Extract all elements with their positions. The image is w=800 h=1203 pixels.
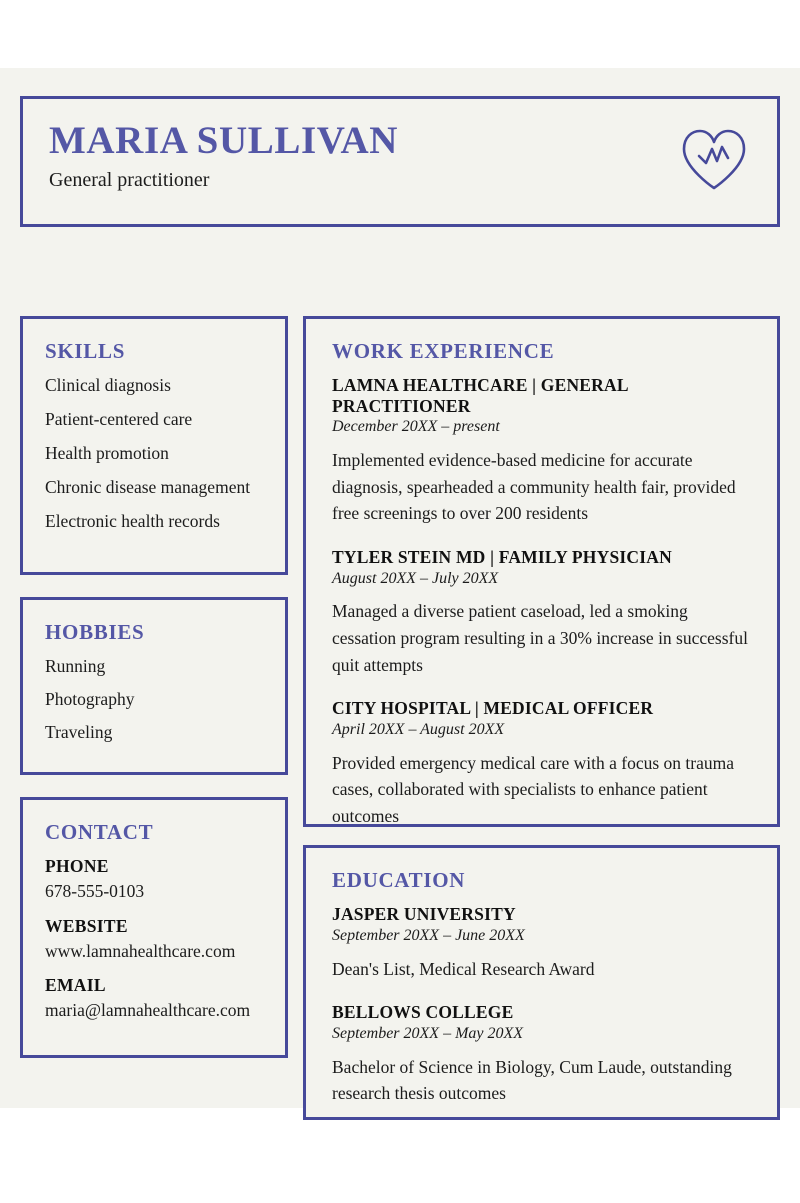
work-experience-section-title: WORK EXPERIENCE (332, 339, 555, 363)
entry-dates: September 20XX – June 20XX (332, 926, 525, 944)
skills-panel (20, 316, 288, 575)
entry-dates: December 20XX – present (332, 418, 500, 436)
education-entry (332, 904, 753, 982)
heart-pulse-icon (679, 127, 749, 193)
entry-heading: JASPER UNIVERSITY (332, 904, 516, 925)
education-panel (303, 845, 780, 1120)
entry-dates: September 20XX – May 20XX (332, 1024, 524, 1042)
list-item: Clinical diagnosis (45, 375, 171, 396)
education-entry (332, 1002, 753, 1107)
list-item: Chronic disease management (45, 477, 251, 498)
work-entry (332, 698, 753, 829)
list-item: Photography (45, 689, 135, 710)
entry-description: Provided emergency medical care with a focus on trauma cases, collaborated with specialists to enhance patient outcomes (332, 752, 735, 826)
entry-dates: April 20XX – August 20XX (332, 720, 505, 738)
job-title: General practitioner (49, 168, 210, 191)
entry-description: Managed a diverse patient caseload, led a smoking cessation program resulting in a 30% increase in successful quit attempts (332, 601, 748, 675)
list-item: Electronic health records (45, 511, 220, 532)
hobbies-panel (20, 597, 288, 775)
education-section-title: EDUCATION (332, 868, 466, 892)
contact-value-website[interactable]: www.lamnahealthcare.com (45, 940, 236, 961)
entry-description: Bachelor of Science in Biology, Cum Laude, outstanding research thesis outcomes (332, 1056, 732, 1104)
contact-group-website (45, 916, 267, 963)
list-item: Patient-centered care (45, 409, 193, 430)
contact-label: EMAIL (45, 975, 106, 996)
work-entry (332, 375, 753, 527)
hobbies-list (45, 656, 267, 743)
header-panel (20, 96, 780, 227)
entry-heading: CITY HOSPITAL | MEDICAL OFFICER (332, 698, 654, 719)
page-title: MARIA SULLIVAN (49, 119, 399, 162)
contact-label: WEBSITE (45, 915, 128, 936)
entry-heading: LAMNA HEALTHCARE | GENERAL PRACTITIONER (332, 375, 628, 416)
entry-description: Dean's List, Medical Research Award (332, 958, 595, 979)
hobbies-section-title: HOBBIES (45, 620, 145, 644)
work-entry (332, 547, 753, 678)
entry-heading: TYLER STEIN MD | FAMILY PHYSICIAN (332, 546, 672, 567)
list-item: Traveling (45, 722, 113, 743)
entry-heading: BELLOWS COLLEGE (332, 1002, 514, 1023)
entry-dates: August 20XX – July 20XX (332, 569, 499, 587)
work-experience-panel (303, 316, 780, 827)
entry-description: Implemented evidence-based medicine for accurate diagnosis, spearheaded a community health fair, provided free screenings to over 200 residents (332, 450, 736, 524)
contact-value-phone[interactable]: 678-555-0103 (45, 880, 145, 901)
resume-page (0, 68, 800, 1108)
contact-label: PHONE (45, 856, 109, 877)
contact-panel (20, 797, 288, 1058)
skills-section-title: SKILLS (45, 339, 126, 363)
contact-value-email[interactable]: maria@lamnahealthcare.com (45, 1000, 251, 1021)
contact-group-phone (45, 856, 267, 903)
skills-list (45, 375, 267, 532)
contact-section-title: CONTACT (45, 820, 154, 844)
list-item: Health promotion (45, 443, 169, 464)
list-item: Running (45, 656, 106, 677)
contact-group-email (45, 975, 267, 1022)
